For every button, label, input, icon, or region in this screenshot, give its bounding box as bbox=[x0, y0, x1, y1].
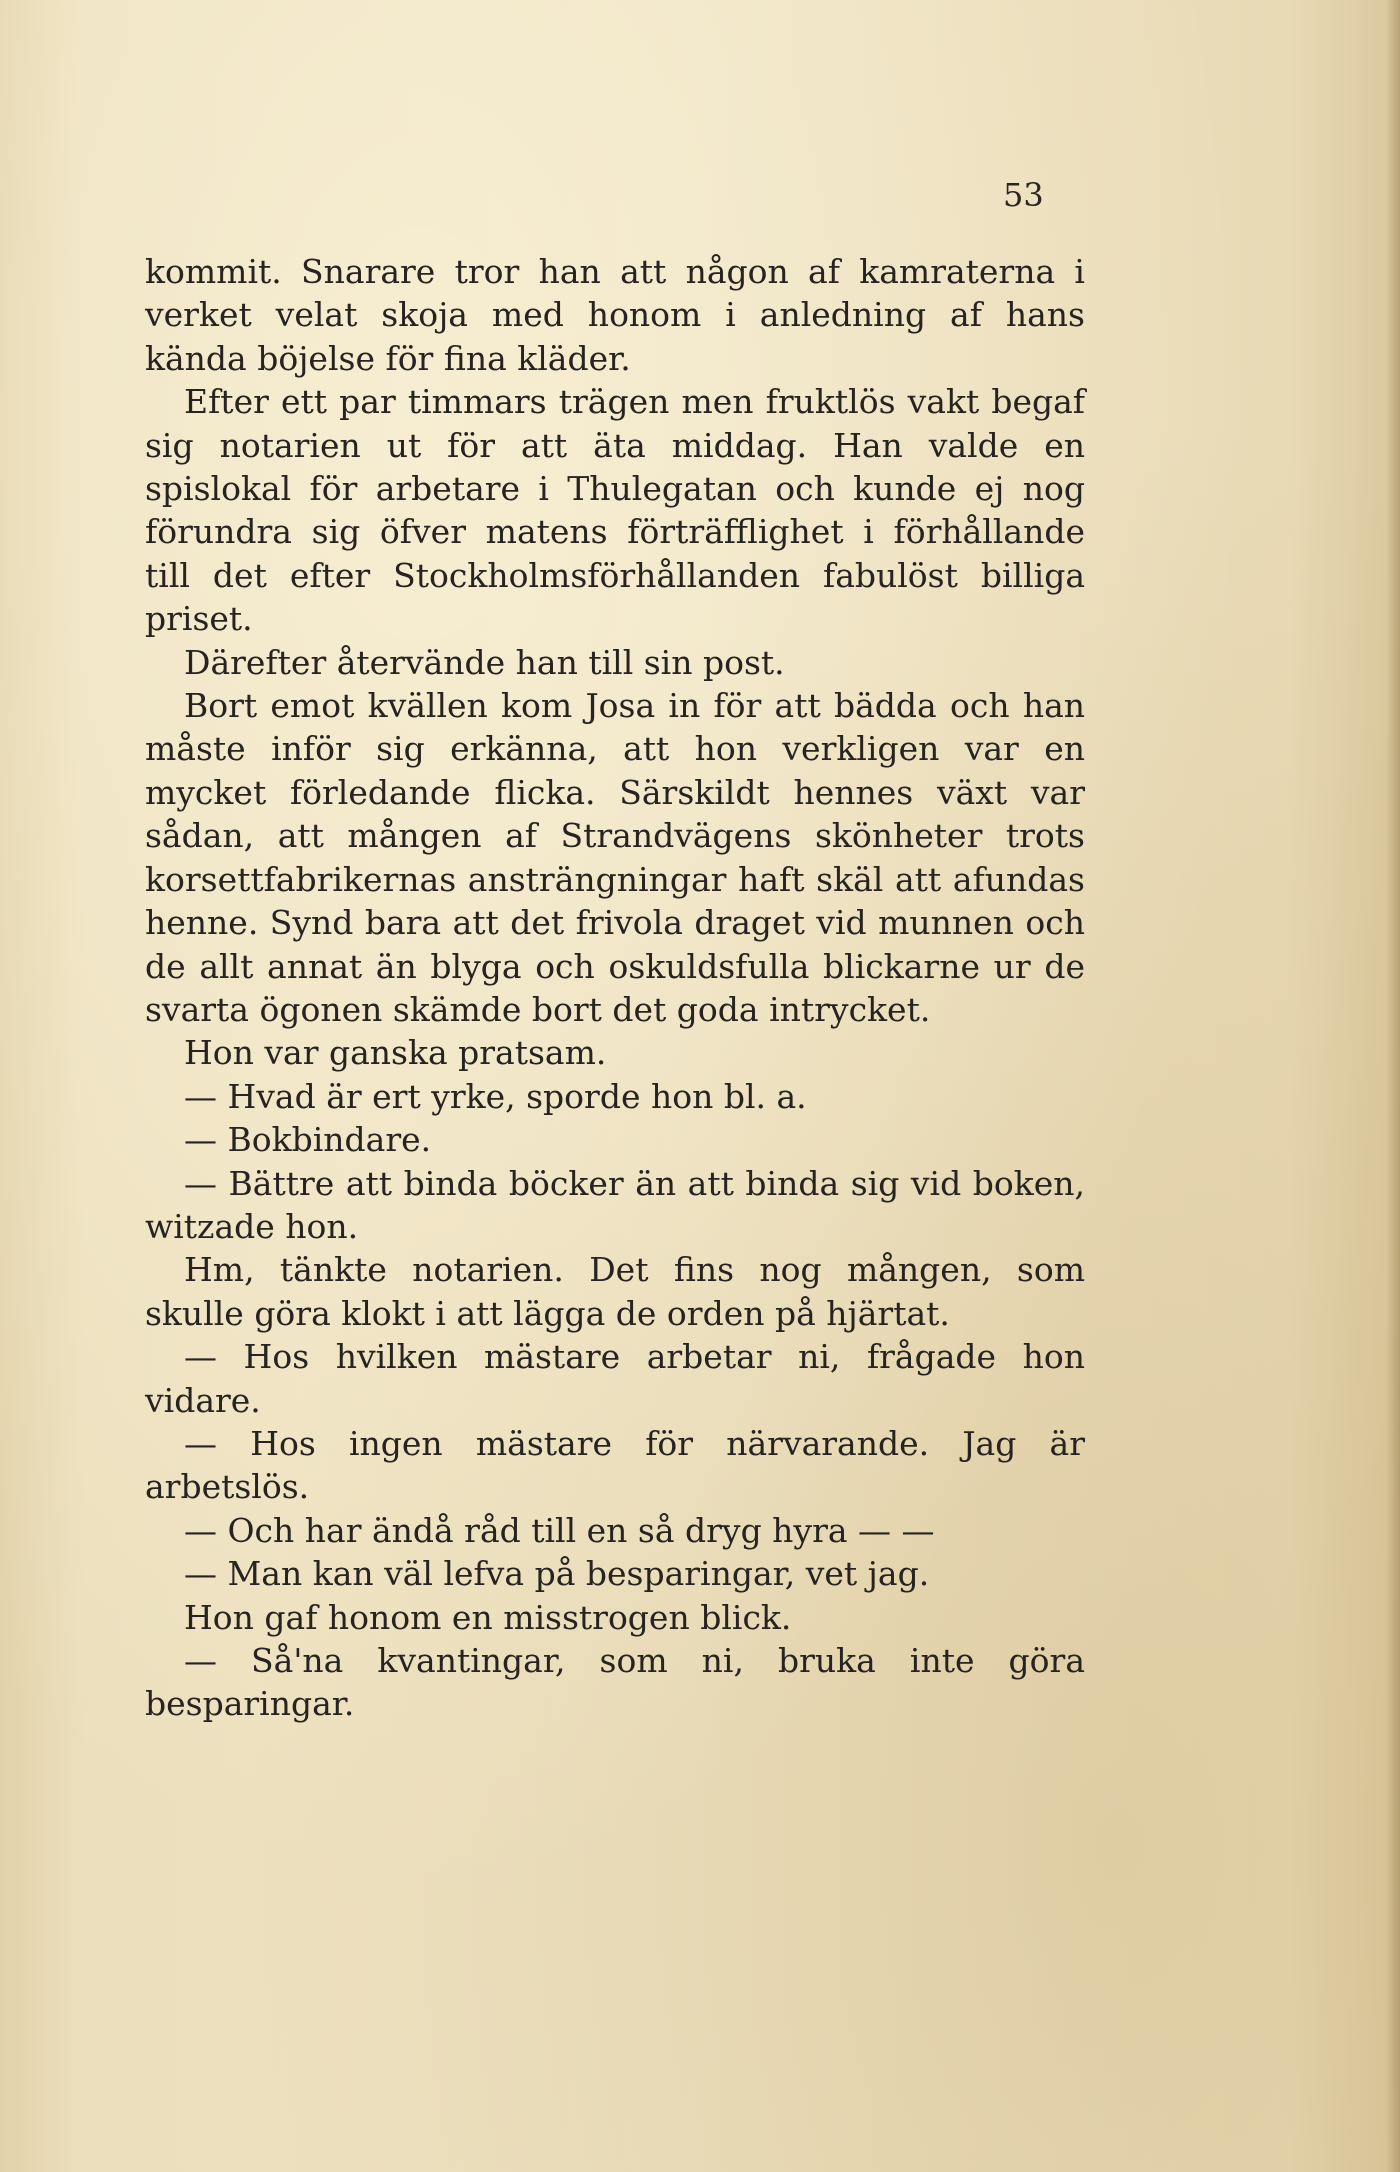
dialogue-line-4: — Hos hvilken mästare arbetar ni, frågade hon vidare. bbox=[145, 1337, 1085, 1420]
paragraph-2: Efter ett par timmars trägen men fruktlös vakt begaf sig notarien ut för att äta middag. Han valde en spislokal för arbetare i Thulegatan och kunde ej nog förundra sig öfver matens förträfflighet i förhållande till det efter Stockholmsförhållanden fabulöst billiga priset. bbox=[145, 382, 1085, 639]
dialogue-line-7: — Man kan väl lefva på besparingar, vet jag. bbox=[184, 1554, 930, 1594]
paragraph-1: kommit. Snarare tror han att någon af kamraterna i verket velat skoja med honom i anledning af hans kända böjelse för fina kläder. bbox=[145, 252, 1085, 378]
dialogue-line-8: — Så'na kvantingar, som ni, bruka inte göra besparingar. bbox=[145, 1641, 1085, 1724]
dialogue-line-2: — Bokbindare. bbox=[184, 1120, 432, 1160]
page-number: 53 bbox=[1003, 176, 1044, 214]
paragraph-5: Hon var ganska pratsam. bbox=[184, 1033, 607, 1073]
paragraph-6: Hm, tänkte notarien. Det fins nog mången, som skulle göra klokt i att lägga de orden på hjärtat. bbox=[145, 1250, 1085, 1333]
paragraph-3: Därefter återvände han till sin post. bbox=[184, 642, 785, 682]
paragraph-7: Hon gaf honom en misstrogen blick. bbox=[184, 1597, 792, 1637]
paragraph-4: Bort emot kvällen kom Josa in för att bädda och han måste inför sig erkänna, att hon verkligen var en mycket förledande flicka. Särskildt hennes växt var sådan, att mången af Strandvägens skönheter trots korsettfabrikernas ansträngningar haft skäl att afundas henne. Synd bara att det frivola draget vid munnen och de allt annat än blyga och oskuldsfulla blickarne ur de svarta ögonen skämde bort det goda intrycket. bbox=[145, 686, 1085, 1029]
dialogue-line-1: — Hvad är ert yrke, sporde hon bl. a. bbox=[184, 1076, 807, 1116]
body-text bbox=[145, 250, 1085, 1726]
dialogue-line-5: — Hos ingen mästare för närvarande. Jag är arbetslös. bbox=[145, 1423, 1085, 1507]
dialogue-line-6: — Och har ändå råd till en så dryg hyra — — bbox=[184, 1510, 935, 1550]
dialogue-line-3: — Bättre att binda böcker än att binda sig vid boken, witzade hon. bbox=[145, 1163, 1085, 1246]
